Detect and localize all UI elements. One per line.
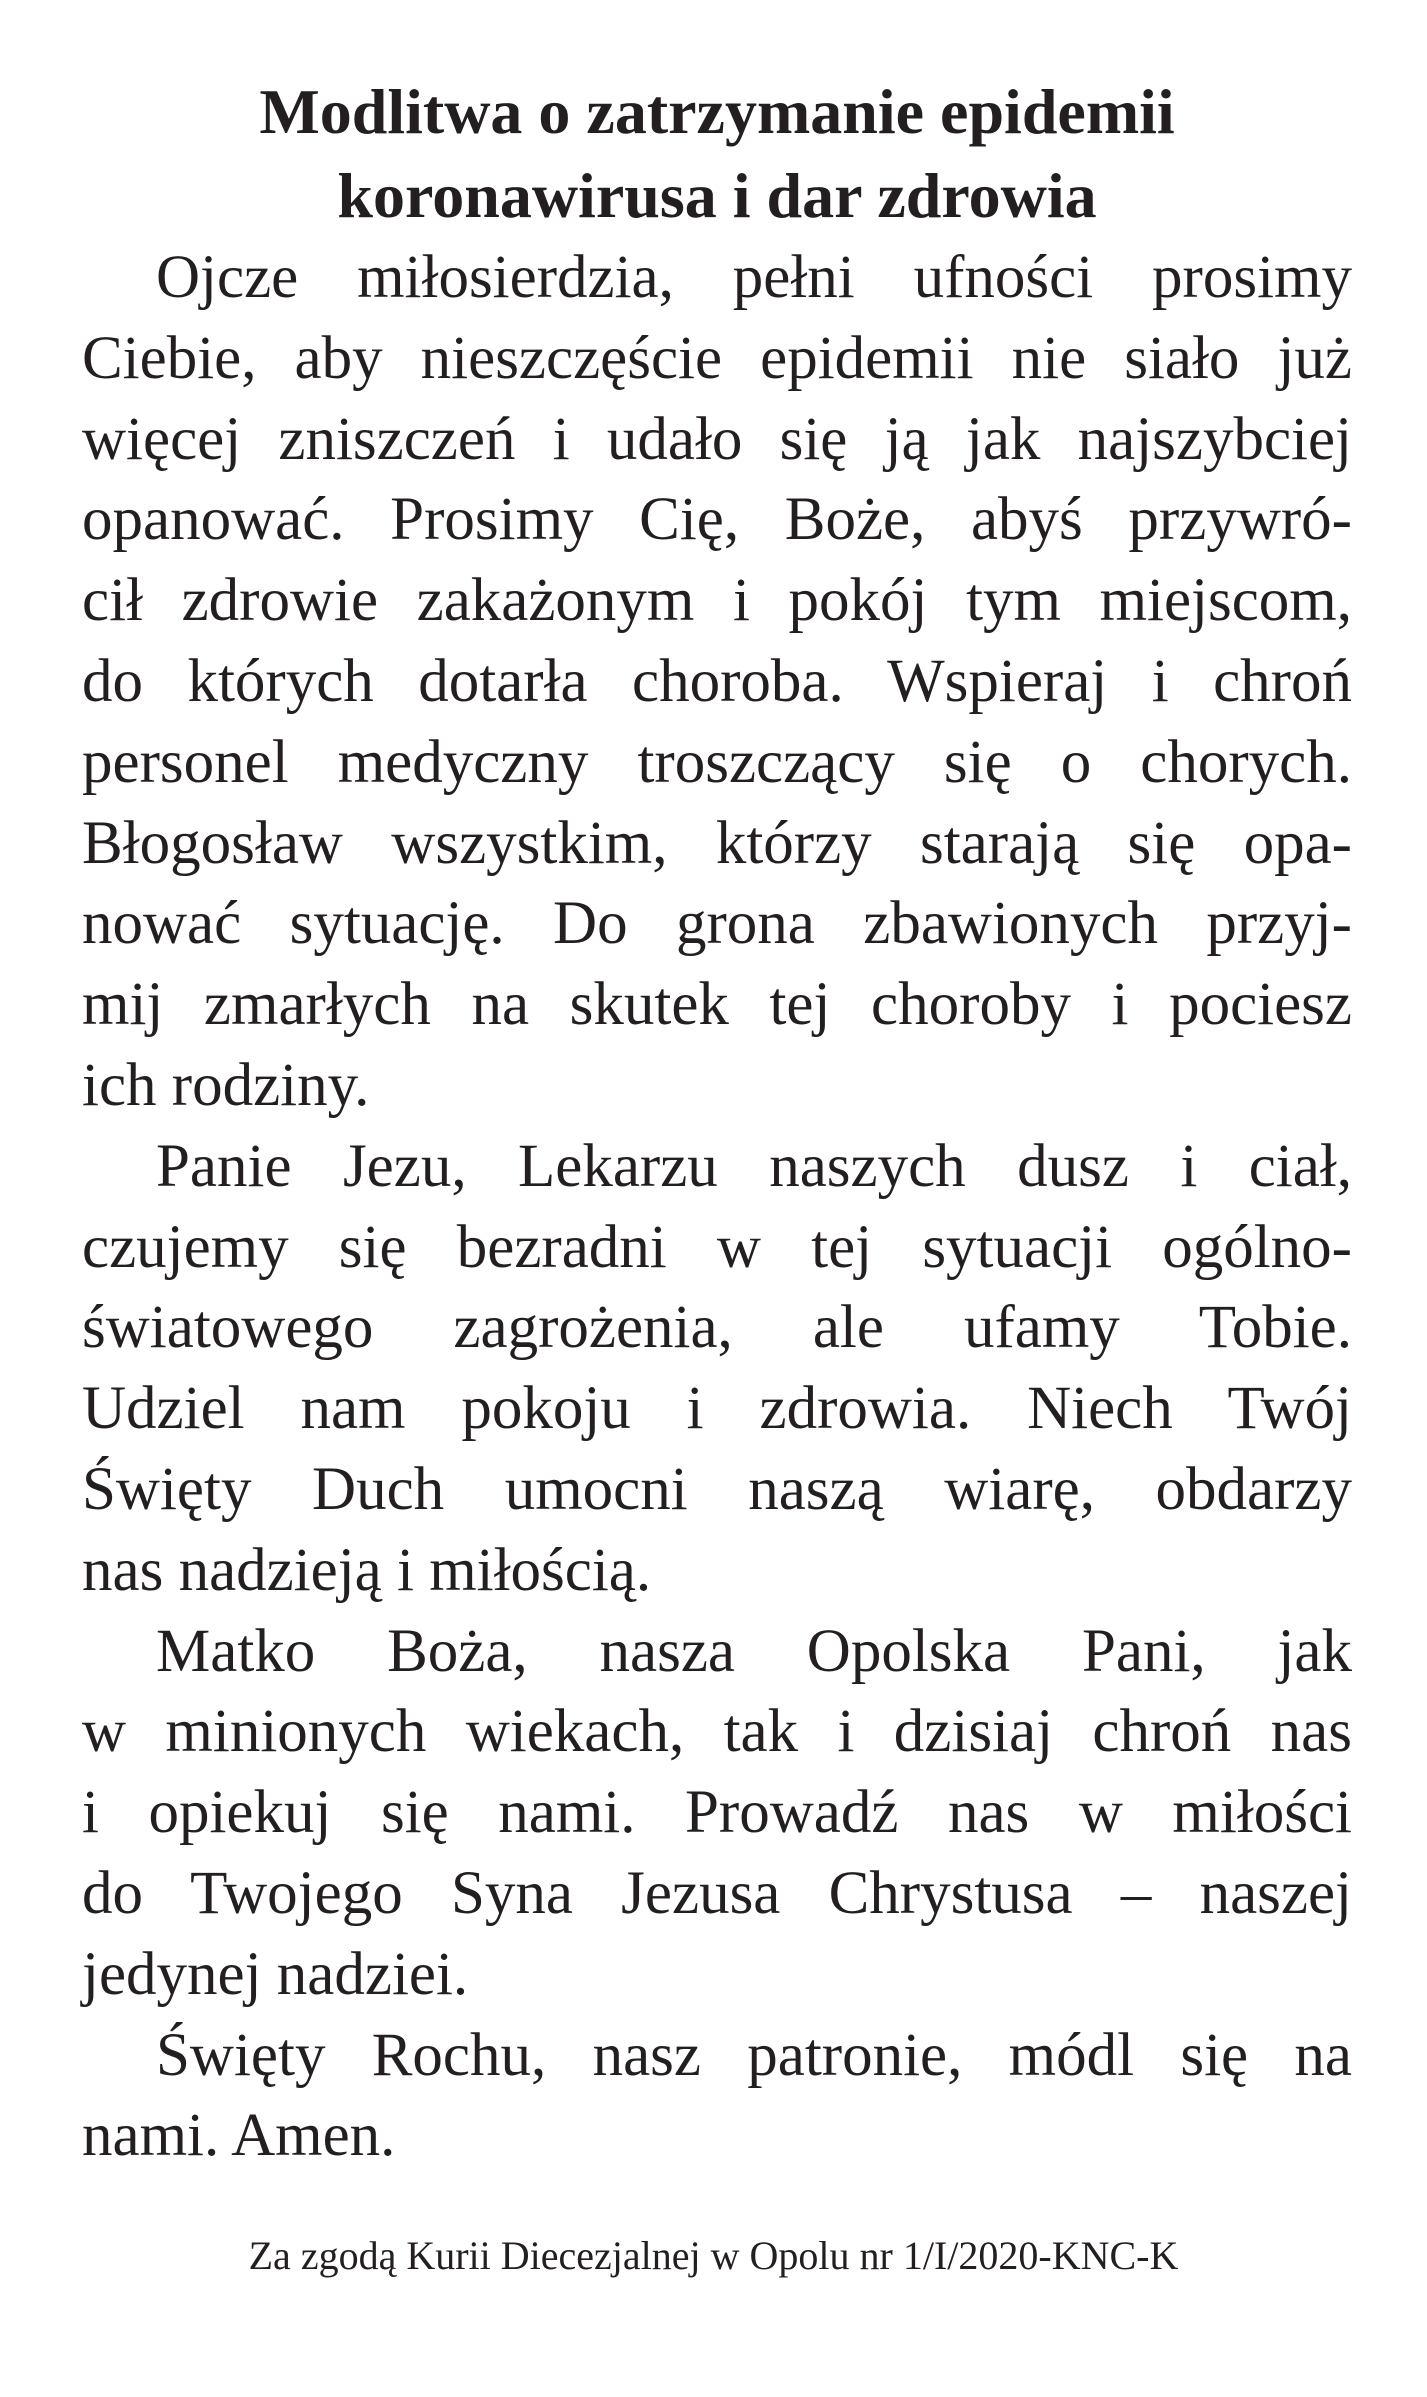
text-line: Święty Rochu, nasz patronie, módl się na xyxy=(156,2021,1352,2089)
text-line: w minionych wiekach, tak i dzisiaj chroń nas xyxy=(82,1698,1352,1766)
approval-note: Za zgodą Kurii Diecezjalnej w Opolu nr 1/I/2020-KNC-K xyxy=(248,2233,1179,2278)
title-line: Modlitwa o zatrzymanie epidemii xyxy=(259,76,1175,147)
text-line: do których dotarła choroba. Wspieraj i chroń xyxy=(82,647,1352,715)
text-line: światowego zagrożenia, ale ufamy Tobie. xyxy=(82,1294,1352,1362)
title-line: koronawirusa i dar zdrowia xyxy=(337,160,1097,231)
text-line: cił zdrowie zakażonym i pokój tym miejscom, xyxy=(82,567,1352,635)
paragraph-jesus xyxy=(82,1127,1352,1612)
paragraph-mother xyxy=(82,1612,1352,2016)
text-line: i opiekuj się nami. Prowadź nas w miłości xyxy=(82,1779,1352,1847)
paragraph-father xyxy=(82,238,1352,1127)
paragraph-st-roch xyxy=(82,2016,1352,2178)
text-line: do Twojego Syna Jezusa Chrystusa – naszej xyxy=(82,1859,1352,1927)
text-line: personel medyczny troszczący się o chorych. xyxy=(82,728,1352,796)
text-line: więcej zniszczeń i udało się ją jak najszybciej xyxy=(82,405,1352,473)
text-line: Panie Jezu, Lekarzu naszych dusz i ciał, xyxy=(156,1132,1352,1200)
prayer-title xyxy=(82,70,1352,238)
text-line: Ojcze miłosierdzia, pełni ufności prosimy xyxy=(156,244,1352,311)
text-line: mij zmarłych na skutek tej choroby i pociesz xyxy=(82,971,1352,1039)
text-line: Udziel nam pokoju i zdrowia. Niech Twój xyxy=(82,1375,1352,1443)
text-line: nas nadzieją i miłością. xyxy=(82,1536,652,1604)
prayer-body xyxy=(82,238,1352,2177)
text-line: Matko Boża, nasza Opolska Pani, jak xyxy=(156,1617,1352,1685)
text-line: Ciebie, aby nieszczęście epidemii nie siało już xyxy=(82,324,1352,392)
text-line: nować sytuację. Do grona zbawionych przyj- xyxy=(82,890,1352,958)
text-line: Święty Duch umocni naszą wiarę, obdarzy xyxy=(82,1455,1352,1523)
text-line: czujemy się bezradni w tej sytuacji ogólno- xyxy=(82,1213,1352,1281)
text-line: Błogosław wszystkim, którzy starają się opa- xyxy=(82,809,1352,877)
text-line: ich rodziny. xyxy=(82,1051,370,1119)
text-line: jedynej nadziei. xyxy=(82,1940,469,2008)
text-line: opanować. Prosimy Cię, Boże, abyś przywró- xyxy=(82,486,1352,554)
text-line: nami. Amen. xyxy=(82,2102,396,2170)
prayer-card xyxy=(82,70,1352,2177)
